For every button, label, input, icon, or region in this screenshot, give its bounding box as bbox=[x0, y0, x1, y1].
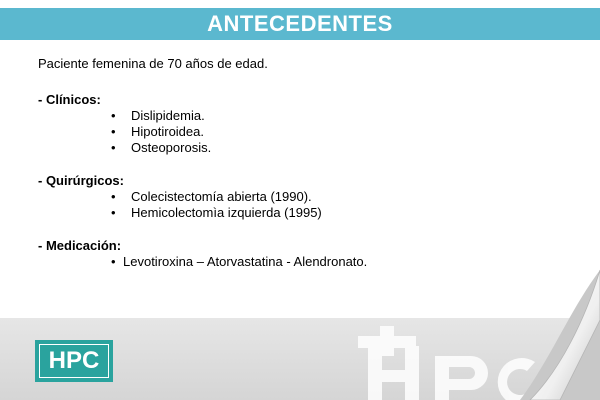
list-item: • Hipotiroidea. bbox=[38, 124, 578, 140]
list-item: • Colecistectomía abierta (1990). bbox=[38, 189, 578, 205]
page-curl-icon bbox=[490, 250, 600, 400]
page-title: ANTECEDENTES bbox=[207, 11, 393, 36]
hpc-logo bbox=[35, 340, 113, 382]
intro-text: Paciente femenina de 70 años de edad. bbox=[38, 56, 268, 71]
hpc-logo-text: HPC bbox=[39, 344, 109, 378]
list-item: • Osteoporosis. bbox=[38, 140, 578, 156]
bullet-list bbox=[38, 108, 578, 156]
section-heading: - Clínicos: bbox=[38, 92, 101, 107]
bullet-list bbox=[38, 189, 578, 221]
section-quirurgicos bbox=[38, 173, 578, 221]
title-bar bbox=[0, 8, 600, 40]
section-heading: - Medicación: bbox=[38, 238, 122, 253]
section-clinicos bbox=[38, 92, 578, 156]
list-item: • Dislipidemia. bbox=[38, 108, 578, 124]
section-heading: - Quirúrgicos: bbox=[38, 173, 124, 188]
list-item: • Hemicolectomìa izquierda (1995) bbox=[38, 205, 578, 221]
list-item: • Levotiroxina – Atorvastatina - Alendronato. bbox=[38, 254, 578, 270]
